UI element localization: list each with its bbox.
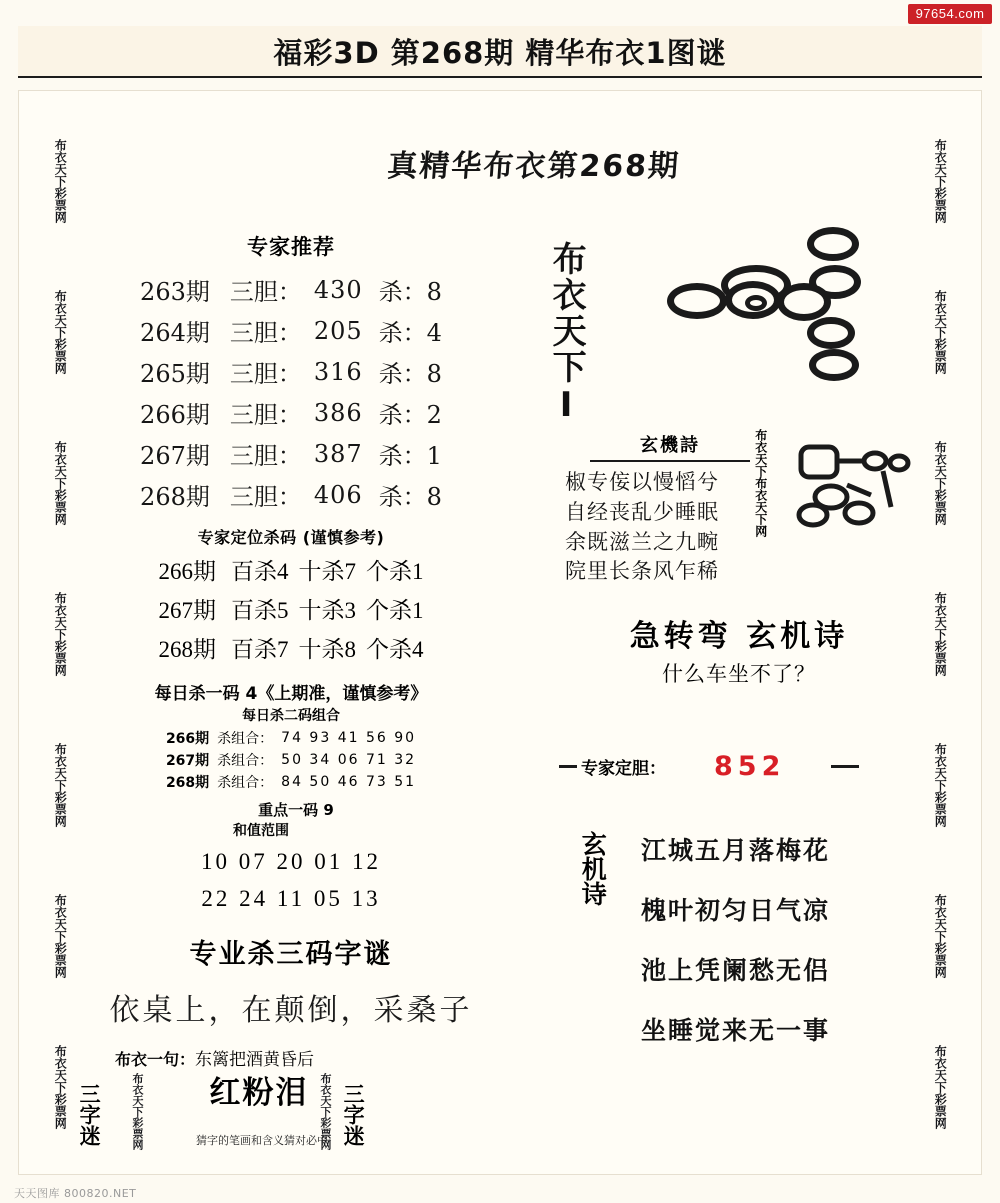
page-title: 福彩3D 第268期 精华布衣1图谜 [273, 35, 727, 70]
row-ge: 个杀1 [366, 559, 424, 584]
xuanji-section-label: 玄机诗 [578, 831, 608, 906]
row-label: 三胆： [229, 360, 302, 388]
sum-range-values [81, 844, 501, 918]
row-period: 267期 [165, 753, 210, 769]
three-char-riddle-left [77, 1083, 117, 1146]
row-label: 三胆： [229, 483, 302, 511]
row-bai: 百杀5 [231, 598, 289, 623]
watermark-text: 布衣天下彩票网 [933, 893, 948, 978]
row-shi: 十杀8 [298, 637, 356, 662]
row-period: 266期 [158, 559, 216, 584]
row-label: 三胆： [229, 401, 302, 429]
site-watermark-badge: 97654.com [908, 4, 992, 24]
xuanji-line: 坐睡觉来无一事 [641, 1016, 831, 1045]
footer-watermark: 天天图库 800820.NET [14, 1187, 137, 1200]
table-row [134, 474, 448, 515]
table-row [162, 771, 420, 793]
expert-dan-label: 专家定胆： [581, 759, 666, 779]
row-numbers: 205 [313, 316, 363, 345]
row-period: 268期 [140, 483, 210, 511]
poem-line: 椒专侫以慢慆兮 [565, 470, 719, 494]
row-period: 265期 [140, 360, 210, 388]
sum-row: 10 07 20 01 12 [201, 849, 381, 874]
kill-combo-table [162, 727, 420, 793]
watermark-text: 布衣天下彩票网 [933, 440, 948, 525]
xuanji-line: 池上凭阑愁无侣 [641, 956, 831, 985]
three-char-label-left: 三字迷 [77, 1083, 102, 1146]
row-numbers: 430 [313, 275, 363, 304]
pro-kill-three-title: 专业杀三码字谜 [189, 938, 393, 970]
xuanji-line: 江城五月落梅花 [641, 836, 831, 865]
key-one-code: 重点一码 9 [258, 801, 334, 819]
left-content-column [81, 231, 501, 1070]
daily-kill-two-title: 每日杀二码组合 [242, 708, 340, 724]
row-numbers: 84 50 46 73 51 [281, 774, 417, 790]
buyi-tianxia-title: 布衣天下Ⅰ [546, 241, 587, 427]
row-kill: 杀：8 [378, 483, 442, 511]
row-period: 268期 [158, 637, 216, 662]
table-row [162, 727, 420, 749]
position-kill-table [154, 550, 429, 667]
row-period: 266期 [165, 731, 210, 747]
character-riddle: 依桌上，在颠倒，采桑子 [109, 993, 473, 1027]
row-label: 杀组合： [217, 731, 274, 747]
row-ge: 个杀4 [366, 637, 424, 662]
xuanji-poem-box [565, 431, 775, 587]
daily-kill-one-title: 每日杀一码 4《上期准，谨慎参考》 [154, 684, 428, 704]
expert-recommend-title: 专家推荐 [247, 235, 335, 259]
watermark-text: 布衣天下彩票网 [53, 591, 68, 676]
glyph-artwork [787, 437, 927, 557]
right-content-column [519, 221, 939, 1151]
row-shi: 十杀7 [298, 559, 356, 584]
table-row [134, 392, 448, 433]
table-row [154, 628, 429, 667]
table-row [134, 269, 448, 310]
expert-dan-row [559, 751, 959, 782]
table-row [154, 550, 429, 589]
row-period: 264期 [140, 319, 210, 347]
glyph-artwork-svg [787, 437, 927, 557]
watermark-text: 布衣天下彩票网 [933, 1044, 948, 1129]
brain-teaser-question: 什么车坐不了？ [662, 662, 816, 686]
bottom-watermark-left: 布衣天下彩票网 [131, 1073, 144, 1150]
buyi-sentence-label: 布衣一句： [115, 1049, 196, 1069]
row-period: 263期 [140, 278, 210, 306]
watermark-text: 布衣天下彩票网 [53, 893, 68, 978]
three-char-riddle-right [341, 1083, 381, 1146]
watermark-text: 布衣天下彩票网 [53, 289, 68, 374]
divider-line-right [831, 765, 859, 768]
watermark-text: 布衣天下彩票网 [933, 742, 948, 827]
poem-watermark: 布衣天下布衣天下网 [753, 429, 768, 537]
expert-dan-numbers: 852 [714, 751, 786, 782]
row-kill: 杀：1 [378, 442, 442, 470]
xuanji-line: 槐叶初匀日气凉 [641, 896, 831, 925]
row-label: 三胆： [229, 278, 302, 306]
row-label: 三胆： [229, 442, 302, 470]
row-kill: 杀：4 [378, 319, 442, 347]
row-period: 266期 [140, 401, 210, 429]
watermark-column-left [43, 91, 77, 1176]
watermark-text: 布衣天下彩票网 [53, 138, 68, 223]
three-char-riddle-title: 红粉泪 [209, 1075, 309, 1111]
row-label: 三胆： [229, 319, 302, 347]
table-row [154, 589, 429, 628]
row-kill: 杀：8 [378, 278, 442, 306]
poster-banner-title: 真精华布衣第268期 [386, 149, 682, 184]
watermark-text: 布衣天下彩票网 [933, 289, 948, 374]
row-kill: 杀：2 [378, 401, 442, 429]
poem-line: 自经丧乱少睡眠 [565, 499, 719, 524]
sum-row: 22 24 11 05 13 [201, 885, 381, 911]
row-numbers: 387 [313, 439, 363, 468]
three-char-label-right: 三字迷 [341, 1083, 366, 1146]
bottom-watermark-right: 布衣天下彩票网 [319, 1073, 332, 1150]
brain-teaser-title: 急转弯 玄机诗 [629, 619, 849, 654]
buyi-sentence-text: 东篱把酒黄昏后 [195, 1049, 315, 1069]
watermark-text: 布衣天下彩票网 [53, 742, 68, 827]
row-numbers: 406 [313, 480, 363, 509]
sum-range-label: 和值范围 [233, 823, 289, 839]
ink-blob-artwork [659, 221, 909, 411]
row-numbers: 50 34 06 71 32 [281, 752, 417, 768]
watermark-text: 布衣天下彩票网 [53, 440, 68, 525]
row-numbers: 74 93 41 56 90 [281, 730, 417, 746]
row-bai: 百杀4 [231, 559, 289, 584]
row-label: 杀组合： [217, 775, 274, 791]
table-row [134, 351, 448, 392]
table-row [134, 310, 448, 351]
xuanji-poem-lines [641, 831, 921, 1071]
watermark-text: 布衣天下彩票网 [53, 1044, 68, 1129]
row-label: 杀组合： [217, 753, 274, 769]
table-row [162, 749, 420, 771]
expert-recommend-table [134, 269, 448, 515]
row-shi: 十杀3 [298, 598, 356, 623]
poem-title: 玄機詩 [590, 431, 750, 462]
row-ge: 个杀1 [366, 598, 424, 623]
poem-line: 余既滋兰之九畹 [565, 529, 719, 554]
poem-line: 院里长条风乍稀 [565, 559, 719, 584]
row-period: 268期 [165, 775, 210, 791]
row-period: 267期 [158, 598, 216, 623]
poster-sheet [18, 90, 982, 1175]
table-row [134, 433, 448, 474]
row-kill: 杀：8 [378, 360, 442, 388]
three-char-riddle-note: 猜字的笔画和含义猜对必中 [196, 1134, 328, 1148]
watermark-text: 布衣天下彩票网 [933, 591, 948, 676]
page-header [18, 26, 982, 78]
position-kill-title: 专家定位杀码 (谨慎参考) [197, 528, 385, 547]
row-numbers: 386 [313, 398, 363, 427]
row-period: 267期 [140, 442, 210, 470]
row-bai: 百杀7 [231, 637, 289, 662]
row-numbers: 316 [313, 357, 363, 386]
buyi-sentence-row [81, 1045, 501, 1070]
watermark-text: 布衣天下彩票网 [933, 138, 948, 223]
divider-line-left [559, 765, 577, 768]
